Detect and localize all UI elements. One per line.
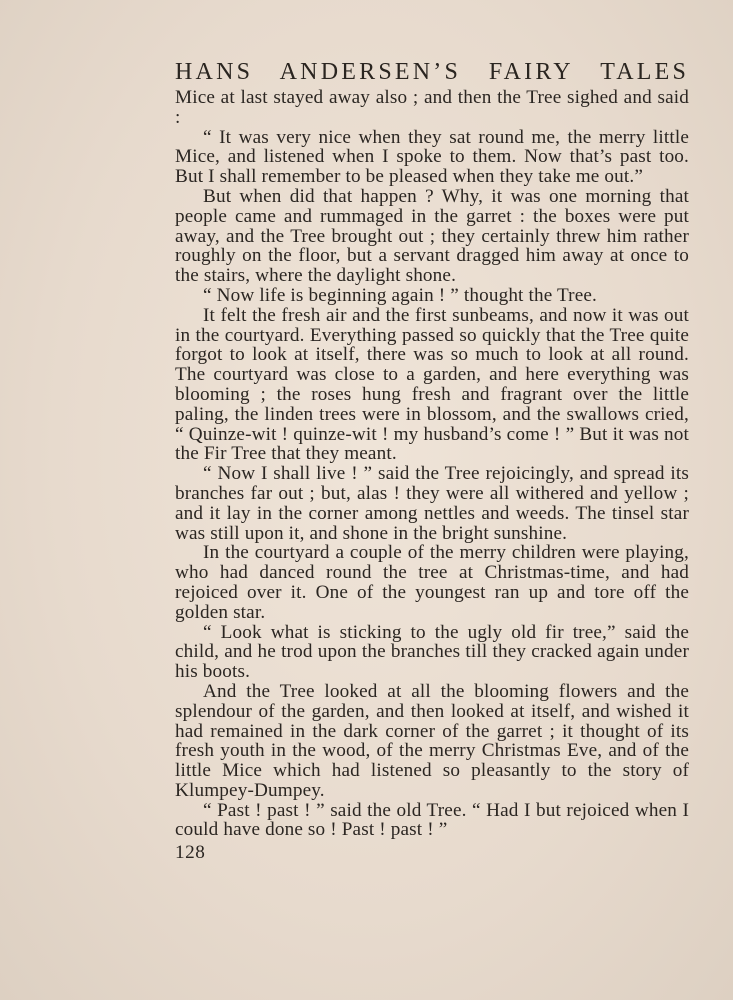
page-number: 128 xyxy=(175,842,206,864)
book-page xyxy=(175,58,689,864)
body-text xyxy=(175,88,689,840)
paragraph-4: “ Now life is beginning again ! ” thought the Tree. xyxy=(203,284,597,306)
paragraph-2: “ It was very nice when they sat round me, the merry little Mice, and listened when I spoke to them. Now that’s past too. But I shall remember to be pleased when they take me out.” xyxy=(175,126,689,188)
paragraph-1: Mice at last stayed away also ; and then the Tree sighed and said : xyxy=(175,87,689,128)
running-head: HANS ANDERSEN’S FAIRY TALES xyxy=(175,59,689,85)
paragraph-3: But when did that happen ? Why, it was one morning that people came and rummaged in the garret : the boxes were put away, and the Tree brought out ; they certainly threw him rather roughly on the floor, but a servant dragged him away at once to the stairs, where the daylight shone. xyxy=(175,185,689,287)
paragraph-6: “ Now I shall live ! ” said the Tree rejoicingly, and spread its branches far out ; but, alas ! they were all withered and yellow ; and it lay in the corner among nettles and weeds. The tinsel star was still upon it, and shone in the bright sunshine. xyxy=(175,463,689,544)
paragraph-7: In the courtyard a couple of the merry children were playing, who had danced round the tree at Christmas-time, and had rejoiced over it. One of the youngest ran up and tore off the golden star. xyxy=(175,542,689,623)
paragraph-5: It felt the fresh air and the first sunbeams, and now it was out in the courtyard. Everything passed so quickly that the Tree quite forgot to look at itself, there was so much to look at all round. The courtyard was close to a garden, and here everything was blooming ; the roses hung fresh and fragrant over the little paling, the linden trees were in blossom, and the swallows cried, “ Quinze-wit ! quinze-wit ! my husband’s come ! ” But it was not the Fir Tree that they meant. xyxy=(175,304,689,465)
paragraph-8: “ Look what is sticking to the ugly old fir tree,” said the child, and he trod upon the branches till they cracked again under his boots. xyxy=(175,621,689,683)
paragraph-10: “ Past ! past ! ” said the old Tree. “ Had I but rejoiced when I could have done so ! Past ! past ! ” xyxy=(175,799,689,841)
paragraph-9: And the Tree looked at all the blooming flowers and the splendour of the garden, and then looked at itself, and wished it had remained in the dark corner of the garret ; it thought of its fresh youth in the wood, of the merry Christmas Eve, and of the little Mice which had listened so pleasantly to the story of Klumpey-Dumpey. xyxy=(175,680,689,801)
